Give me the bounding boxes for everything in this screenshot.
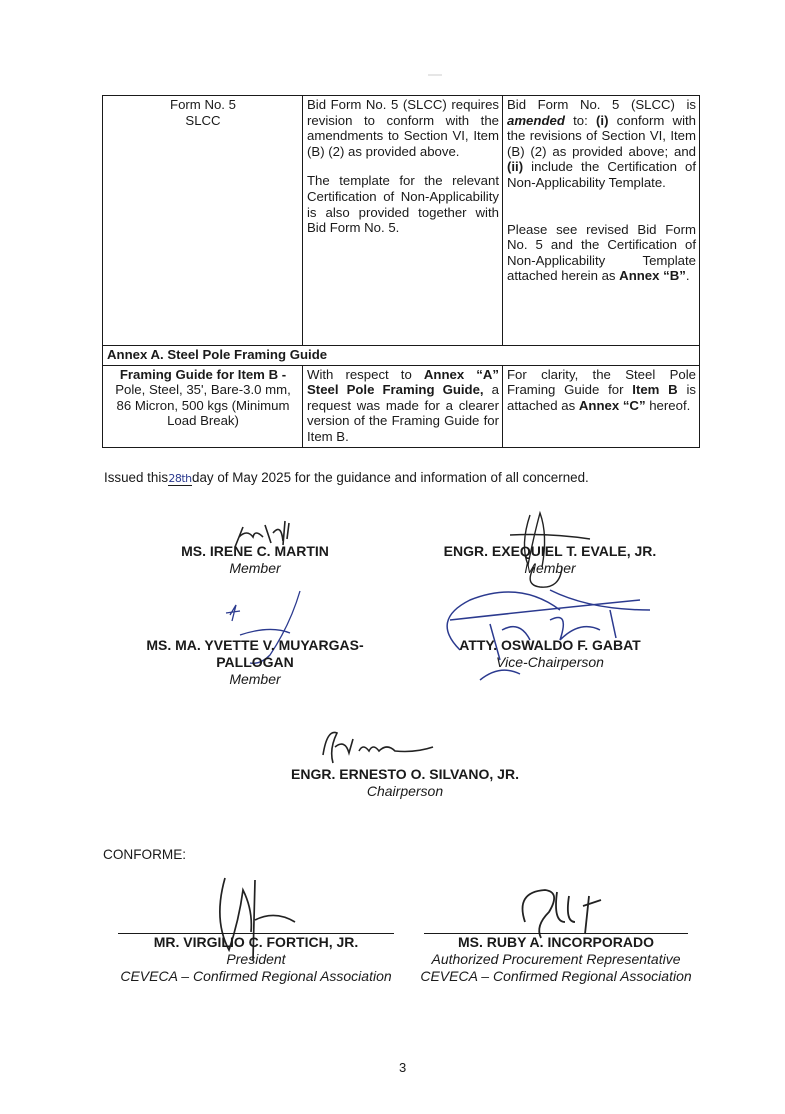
response-paragraph: Please see revised Bid Form No. 5 and the Certification of Non-Applicability Template attached herein as Annex “B”.	[507, 221, 696, 284]
conforme-label: CONFORME:	[103, 847, 187, 862]
signatory-name: MS. MA. YVETTE V. MUYARGAS-	[146, 637, 364, 653]
signatory-evale	[420, 543, 680, 577]
signatory-silvano	[255, 766, 555, 800]
signatory-role: Member	[229, 560, 281, 576]
table-row	[103, 96, 700, 346]
signature-gabat	[430, 580, 660, 690]
signatory-role: Authorized Procurement Representative	[431, 951, 681, 967]
signatory-affiliation: CEVECA – Confirmed Regional Association	[420, 968, 692, 984]
remark-text: Bid Form No. 5 (SLCC) requires revision to conform with the amendments to Section VI, Item (B) (2) as provided above.	[307, 97, 499, 159]
table-row	[103, 365, 700, 447]
table-section-header	[103, 346, 700, 366]
signatory-name: ENGR. ERNESTO O. SILVANO, JR.	[291, 766, 519, 782]
signatory-name: ATTY. OSWALDO F. GABAT	[459, 637, 641, 653]
signatory-name: ENGR. EXEQUIEL T. EVALE, JR.	[443, 543, 657, 559]
signatory-role: President	[226, 951, 286, 967]
remark-text: The template for the relevant Certification of Non-Applicability is also provided together with Bid Form No. 5.	[307, 173, 499, 236]
signatory-name: PALLOGAN	[216, 654, 294, 670]
item-text-bold: Framing Guide for Item B -	[119, 366, 287, 382]
signatory-name: MS. IRENE C. MARTIN	[181, 543, 329, 559]
remark-cell: With respect to Annex “A” Steel Pole Framing Guide, a request was made for a clearer version of the Framing Guide for Item B.	[303, 365, 503, 447]
item-cell	[103, 365, 303, 447]
signatory-role: Member	[229, 671, 281, 687]
signatory-role: Chairperson	[366, 783, 444, 799]
signatory-role: Member	[524, 560, 576, 576]
item-cell	[103, 96, 303, 346]
handwritten-day: 28th	[168, 472, 192, 485]
response-cell: For clarity, the Steel Pole Framing Guide for Item B is attached as Annex “C” hereof.	[503, 365, 700, 447]
item-text: Pole, Steel, 35', Bare-3.0 mm, 86 Micron, 500 kgs (Minimum Load Break)	[115, 382, 291, 429]
signatory-gabat	[430, 637, 670, 671]
item-text: SLCC	[185, 112, 221, 128]
item-text: Form No. 5	[170, 97, 236, 112]
remark-cell	[303, 96, 503, 346]
signatory-martin	[160, 543, 350, 577]
signature-silvano	[315, 725, 445, 770]
response-cell	[503, 96, 700, 346]
signatory-name: MR. VIRGILIO C. FORTICH, JR.	[153, 934, 359, 950]
issuance-statement: Issued this28thday of May 2025 for the guidance and information of all concerned.	[104, 470, 589, 485]
signatory-muyargas	[120, 637, 390, 688]
scan-artifact	[428, 74, 442, 76]
page-number: 3	[399, 1060, 407, 1075]
response-paragraph: Bid Form No. 5 (SLCC) is amended to: (i) conform with the revisions of Section VI, Item (B) (2) as provided above; and (ii) include the Certification of Non-Applicability Template.	[507, 97, 696, 190]
signatory-role: Vice-Chairperson	[496, 654, 604, 670]
signatory-affiliation: CEVECA – Confirmed Regional Association	[120, 968, 392, 984]
clarification-table	[102, 95, 700, 448]
section-header-text: Annex A. Steel Pole Framing Guide	[103, 346, 700, 366]
signatory-name: MS. RUBY A. INCORPORADO	[457, 934, 654, 950]
signatory-fortich	[108, 933, 404, 985]
signatory-incorporado	[410, 933, 702, 985]
